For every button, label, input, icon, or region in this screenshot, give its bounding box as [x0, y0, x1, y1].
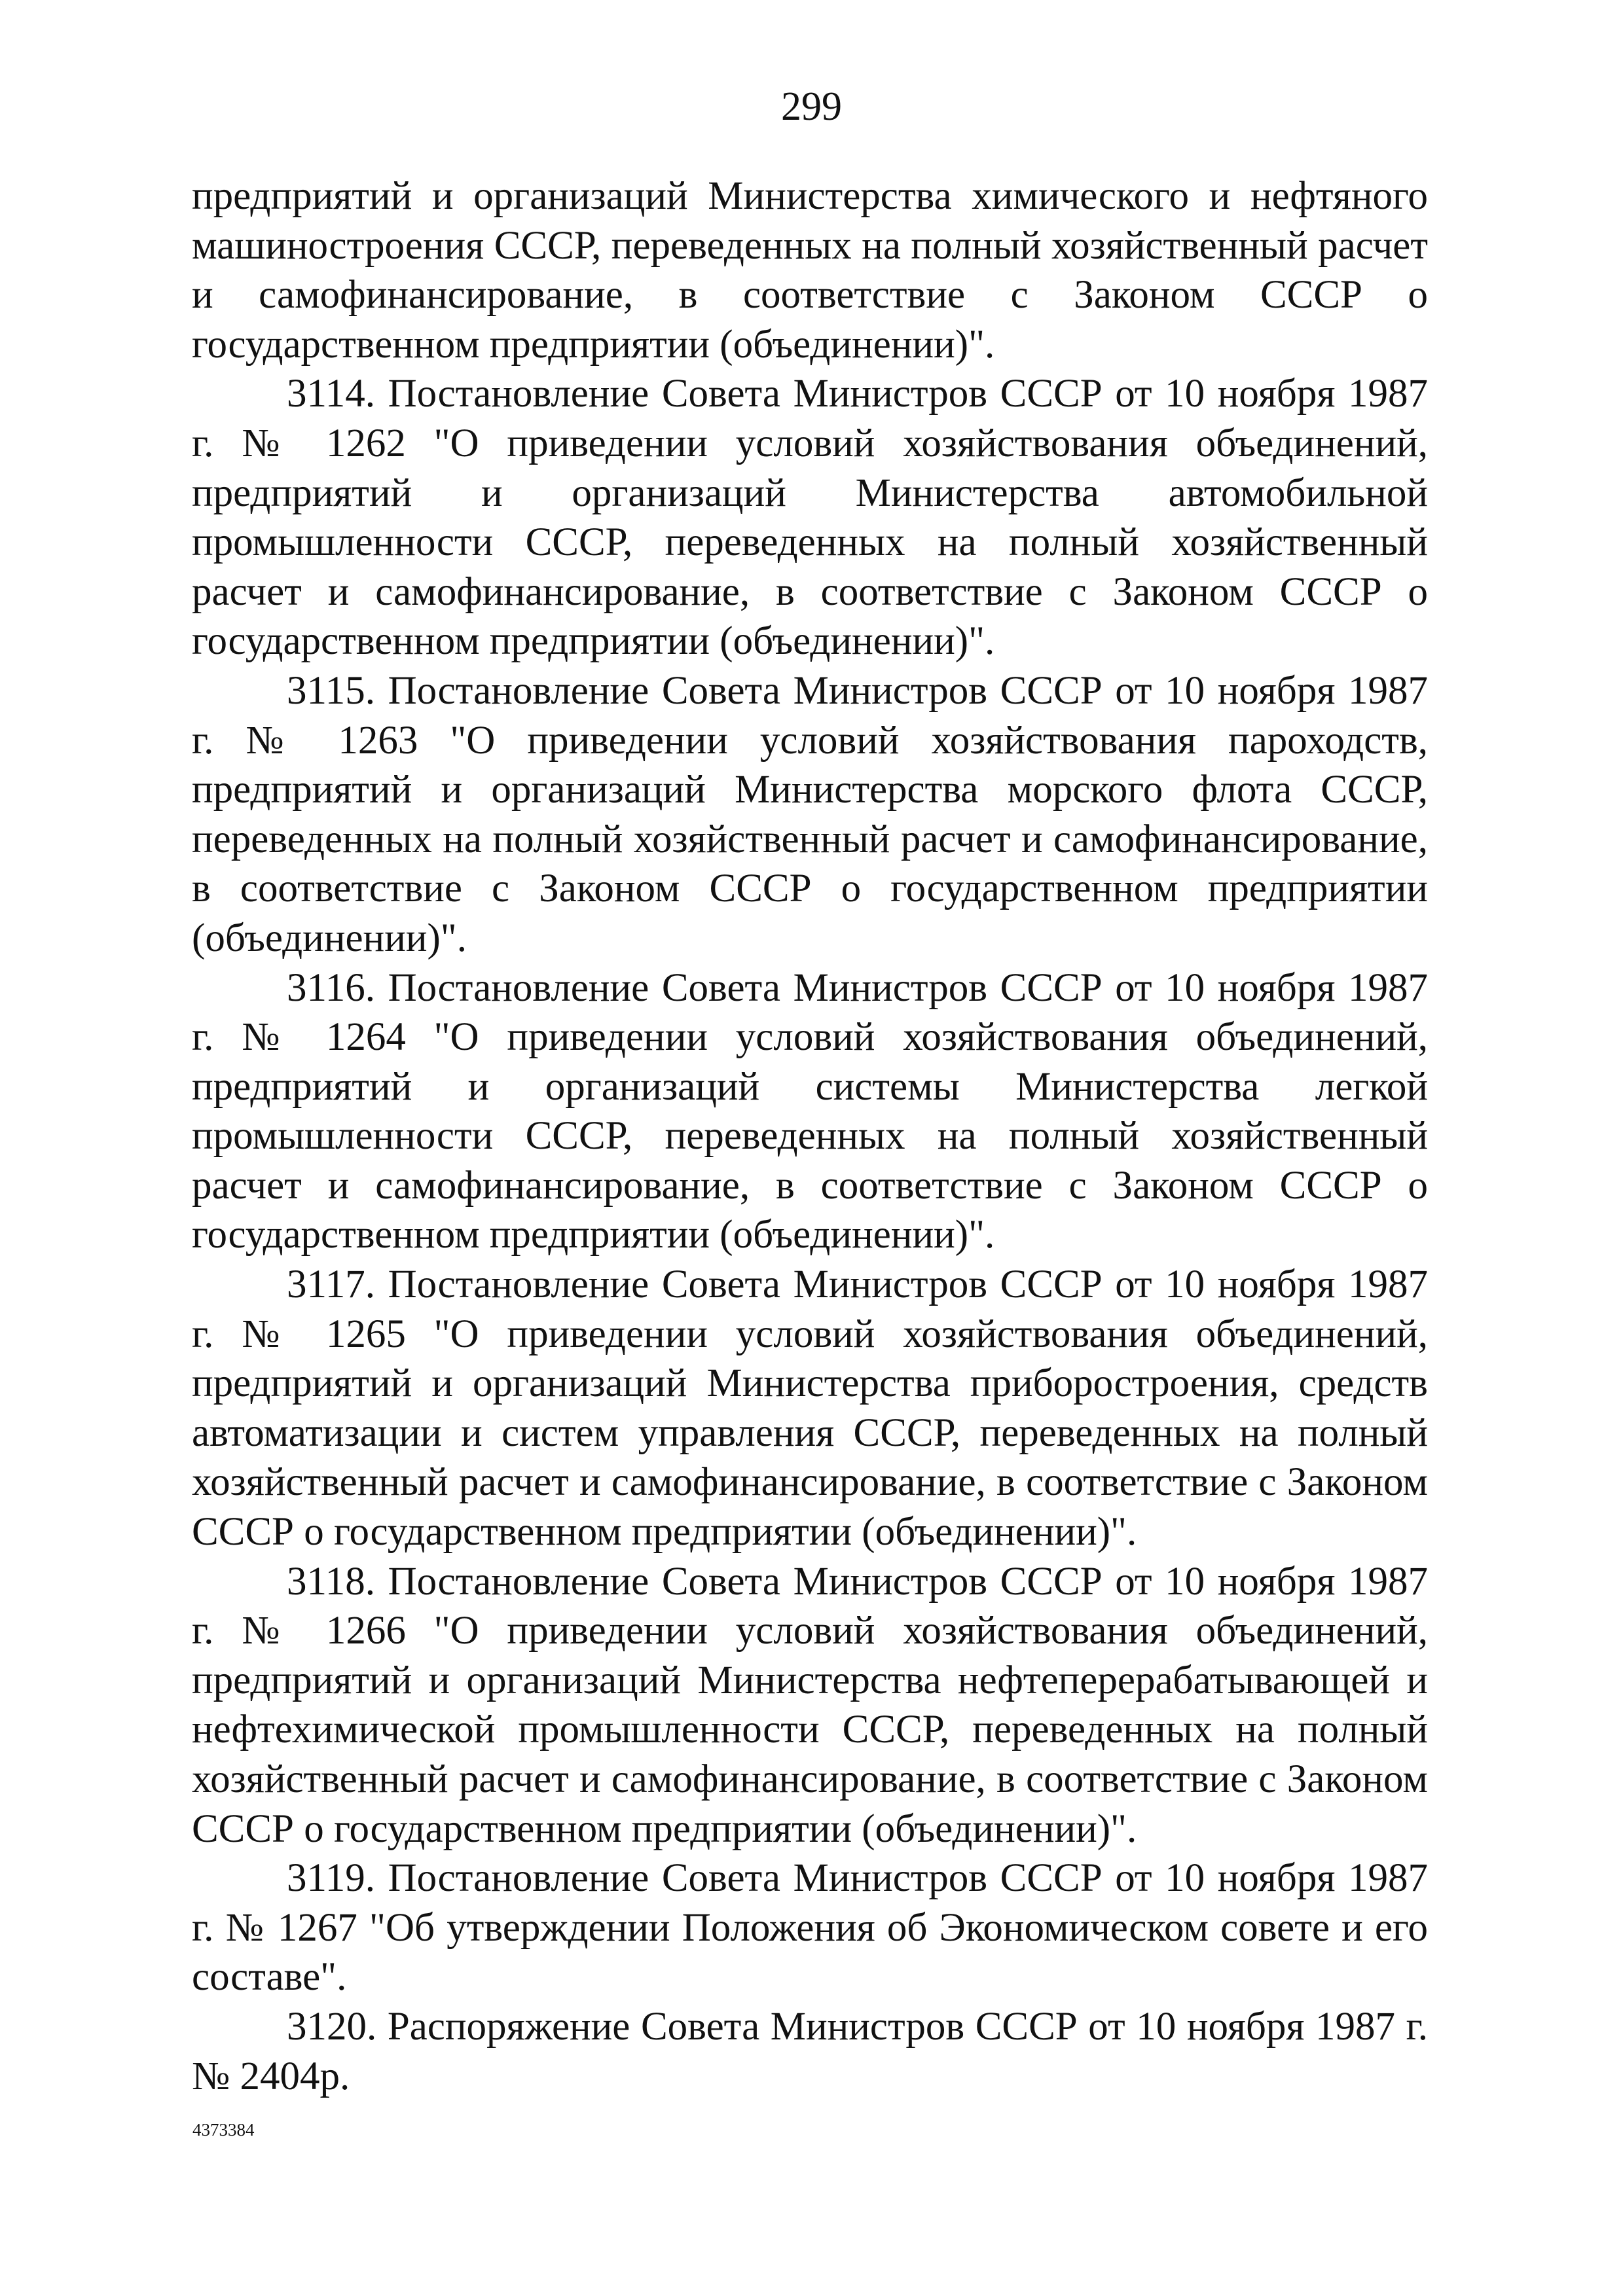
entry-3114: 3114. Постановление Совета Министров СССР от 10 ноября 1987 г. № 1262 "О приведении условий хозяйствования объединений, предприятий и организаций Министерства автомобильной промышленности СССР, переведенных на полный хозяйственный расчет и самофинансирование, в соответствие с Законом СССР о государственном предприятии (объединении)".	[192, 372, 1428, 664]
paragraph-continuation: предприятий и организаций Министерства химического и нефтяного машиностроения СССР, переведенных на полный хозяйственный расчет и самофинансирование, в соответствие с Законом СССР о государственном предприятии (объединении)".	[192, 174, 1428, 367]
document-body	[192, 171, 1428, 2101]
entry-3115: 3115. Постановление Совета Министров СССР от 10 ноября 1987 г. № 1263 "О приведении условий хозяйствования пароходств, предприятий и организаций Министерства морского флота СССР, переведенных на полный хозяйственный расчет и самофинансирование, в соответствие с Законом СССР о государственном предприятии (объединении)".	[192, 668, 1428, 960]
entry-3118: 3118. Постановление Совета Министров СССР от 10 ноября 1987 г. № 1266 "О приведении условий хозяйствования объединений, предприятий и организаций Министерства нефтеперерабатывающей и нефтехимической промышленности СССР, переведенных на полный хозяйственный расчет и самофинансирование, в соответствие с Законом СССР о государственном предприятии (объединении)".	[192, 1559, 1428, 1851]
entry-3117: 3117. Постановление Совета Министров СССР от 10 ноября 1987 г. № 1265 "О приведении условий хозяйствования объединений, предприятий и организаций Министерства приборостроения, средств автоматизации и систем управления СССР, переведенных на полный хозяйственный расчет и самофинансирование, в соответствие с Законом СССР о государственном предприятии (объединении)".	[192, 1263, 1428, 1554]
entry-3120: 3120. Распоряжение Совета Министров СССР от 10 ноября 1987 г. № 2404р.	[192, 2004, 1428, 2098]
entry-3116: 3116. Постановление Совета Министров СССР от 10 ноября 1987 г. № 1264 "О приведении условий хозяйствования объединений, предприятий и организаций системы Министерства легкой промышленности СССР, переведенных на полный хозяйственный расчет и самофинансирование, в соответствие с Законом СССР о государственном предприятии (объединении)".	[192, 965, 1428, 1257]
document-code: 4373384	[192, 2120, 255, 2140]
page-number: 299	[781, 84, 842, 129]
entry-3119: 3119. Постановление Совета Министров СССР от 10 ноября 1987 г. № 1267 "Об утверждении Положения об Экономическом совете и его составе".	[192, 1856, 1428, 2000]
